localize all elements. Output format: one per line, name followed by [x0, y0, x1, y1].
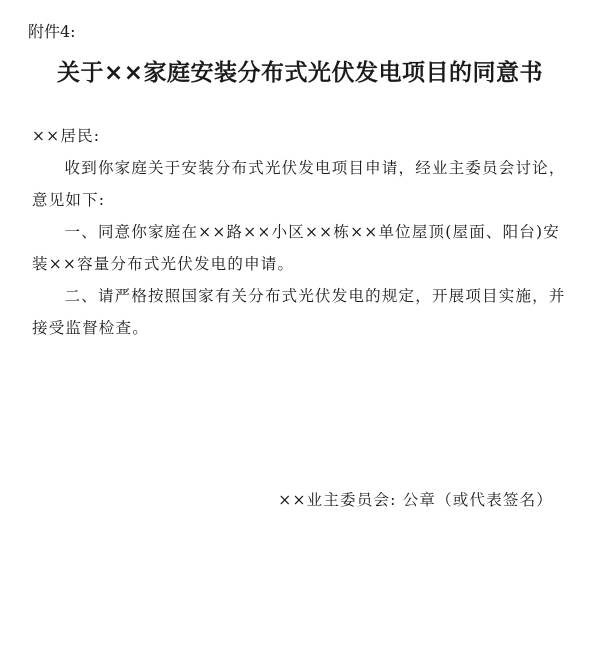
document-title: 关于××家庭安装分布式光伏发电项目的同意书 — [56, 60, 544, 86]
document-body — [32, 120, 568, 344]
paragraph-item-2: 二、请严格按照国家有关分布式光伏发电的规定，开展项目实施，并接受监督检查。 — [32, 287, 566, 337]
signature-line: ××业主委员会: 公章（或代表签名） — [278, 491, 553, 509]
salutation: ××居民: — [32, 127, 101, 145]
paragraph-intro: 收到你家庭关于安装分布式光伏发电项目申请，经业主委员会讨论，意见如下: — [32, 159, 566, 209]
attachment-label: 附件4: — [28, 22, 76, 41]
paragraph-item-1: 一、同意你家庭在××路××小区××栋××单位屋顶(屋面、阳台)安装××容量分布式光伏发电的申请。 — [32, 223, 560, 273]
